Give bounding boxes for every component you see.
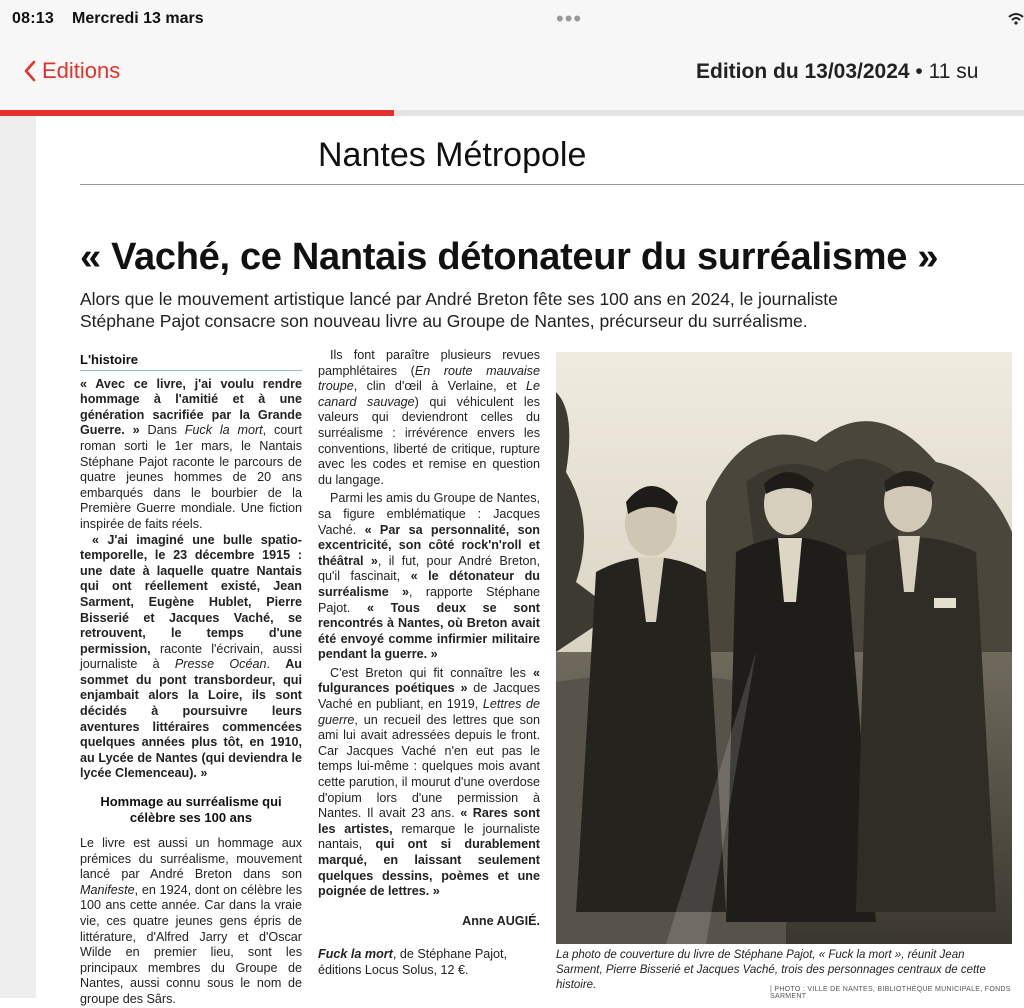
- paragraph: « Avec ce livre, j'ai voulu rendre hommage à l'amitié et à une génération sacrifiée par la Grande Guerre. » Dans Fuck la mort, court roman sorti le 1er mars, le Nantais Stéphane Pajot raconte le parcours de quatre jeunes hommes de 20 ans embarqués dans le bourbier de la Première Guerre mondiale. Une fiction inspirée de faits réels.: [80, 376, 303, 531]
- reading-progress-bar: [0, 110, 1024, 116]
- wifi-icon: [1008, 12, 1024, 31]
- paragraph: C'est Breton qui fit connaître les « fulgurances poétiques » de Jacques Vaché en publiant, en 1919, Lettres de guerre, un recueil des lettres que son ami lui avait adressées depuis le front. Car Jacques Vaché n'en eut pas le temps lui-même : quelques mois avant cette parution, il mourut d'une overdose d'opium lors d'une permission à Nantes. Il avait 23 ans. « Rares sont les artistes, remarque le journaliste nantais, qui ont si durablement marqué, en laissant seulement quelques dessins, poèmes et une poignée de lettres. »: [318, 665, 541, 899]
- status-bar: [0, 0, 1024, 38]
- back-button-label: Editions: [42, 58, 121, 83]
- article-subheading: Hommage au surréalisme qui célèbre ses 100 ans: [100, 794, 282, 826]
- edition-page-count: • 11 su: [909, 60, 979, 83]
- article-column-1: [80, 352, 302, 1008]
- reading-progress-fill: [0, 110, 394, 116]
- edition-label: Edition du 13/03/2024: [696, 60, 910, 83]
- paragraph: Ils font paraître plusieurs revues pamphlétaires (En route mauvaise troupe, clin d'œil à Verlaine, et Le canard sauvage) qui véhiculent les valeurs qui deviendront celles du surréalisme : irrévérence envers les conventions, liberté de critique, rupture avec les codes et remise en question du langage.: [318, 348, 540, 487]
- article-column-2: [318, 348, 540, 979]
- article-headline: « Vaché, ce Nantais détonateur du surréalisme »: [80, 236, 939, 278]
- paragraph: « J'ai imaginé une bulle spatio-temporelle, le 23 décembre 1915 : une date à laquelle quatre Nantais qui ont réellement existé, Jean Sarment, Eugène Hublet, Pierre Bisserié et Jacques Vaché, se retrouvent, le temps d'une permission, raconte l'écrivain, aussi journaliste à Presse Océan. Au sommet du pont transbordeur, qui enjambait alors la Loire, ils sont décidés à poursuivre leurs aventures littéraires commencées quelques années plus tôt, en 1910, au Lycée de Nantes (qui deviendra le lycée Clemenceau). »: [80, 532, 302, 781]
- paragraph: Le livre est aussi un hommage aux prémices du surréalisme, mouvement lancé par André Breton dans son Manifeste, en 1924, dont on célèbre les 100 ans cette année. Car dans la vraie vie, ces quatre jeunes gens épris de littérature, d'Alfred Jarry et d'Oscar Wilde en premier lieu, sont les principaux membres du Groupe de Nantes, aussi connu sous le nom de groupe des Sârs.: [80, 836, 302, 1006]
- page-gutter: [0, 116, 36, 998]
- article-standfirst: Alors que le mouvement artistique lancé par André Breton fête ses 100 ans en 2024, le journaliste Stéphane Pajot consacre son nouveau livre au Groupe de Nantes, précurseur du surréalisme.: [80, 289, 838, 331]
- back-button[interactable]: [24, 58, 120, 84]
- photo-credit: | PHOTO : VILLE DE NANTES, BIBLIOTHÈQUE MUNICIPALE, FONDS SARMENT: [770, 986, 1011, 1000]
- section-divider: [80, 184, 1024, 185]
- book-reference: Fuck la mort, de Stéphane Pajot, éditions Locus Solus, 12 €.: [318, 947, 508, 977]
- article-photo[interactable]: [556, 352, 1012, 944]
- navigation-bar: [0, 38, 1024, 110]
- chevron-left-icon: [24, 60, 36, 82]
- section-title: Nantes Métropole: [318, 136, 587, 174]
- edition-title: [696, 60, 978, 84]
- paragraph: Parmi les amis du Groupe de Nantes, sa figure emblématique : Jacques Vaché. « Par sa personnalité, son excentricité, son côté rock'n'roll et théâtral », il fut, pour André Breton, qu'il fascinait, « le détonateur du surréalisme », rapporte Stéphane Pajot. « Tous deux se sont rencontrés à Nantes, où Breton avait été envoyé comme infirmier militaire pendant la guerre. »: [318, 491, 541, 662]
- status-date: Mercredi 13 mars: [72, 10, 204, 27]
- author-signature: Anne AUGIÉ.: [462, 913, 540, 928]
- photo-caption: La photo de couverture du livre de Stéphane Pajot, « Fuck la mort », réunit Jean Sarment, Pierre Bisserié et Jacques Vaché, trois des personnages centraux de cette histoire.: [556, 949, 986, 991]
- multitasking-dots-icon[interactable]: •••: [556, 6, 583, 31]
- article-kicker: L'histoire: [80, 352, 302, 371]
- sepia-photo-image: [556, 352, 1012, 944]
- status-time: 08:13: [12, 10, 54, 27]
